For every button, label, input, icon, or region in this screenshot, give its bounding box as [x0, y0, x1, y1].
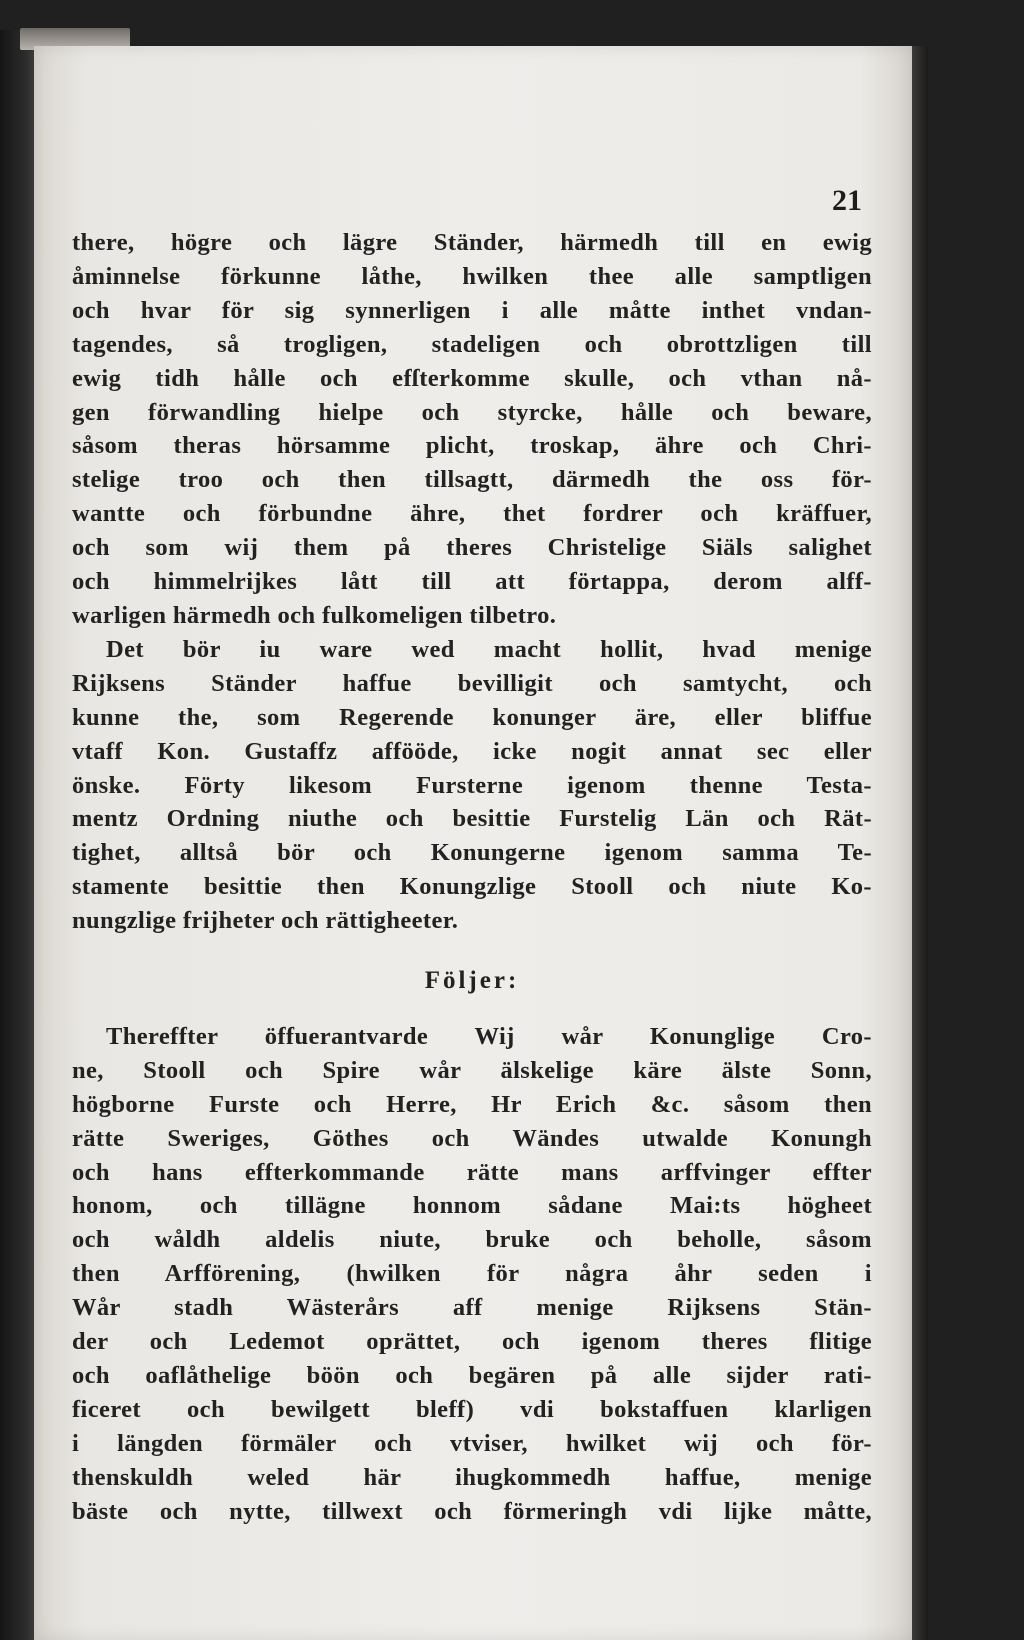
page-number: 21 [832, 184, 862, 217]
text-line: gen förwandling hielpe och styrcke, hålle och beware, [72, 398, 872, 426]
text-line: i längden förmäler och vtviser, hwilket wij och för- [72, 1429, 872, 1457]
scan-left-edge [0, 30, 34, 1640]
text-line: nungzlige frijheter och rättigheeter. [72, 907, 459, 935]
paragraph-1 [72, 226, 872, 633]
text-line: kunne the, som Regerende konunger äre, eller bliffue [72, 703, 872, 731]
text-line: och hans effterkommande rätte mans arffvinger effter [72, 1158, 872, 1186]
text-line: och hvar för sig synnerligen i alle måtte inthet vndan- [72, 296, 872, 324]
text-line: åminnelse förkunne låthe, hwilken thee alle samptligen [72, 262, 872, 290]
text-line: högborne Furste och Herre, Hr Erich &c. såsom then [72, 1090, 872, 1118]
text-line: ficeret och bewilgett bleff) vdi bokstaffuen klarligen [72, 1395, 872, 1423]
text-line: önske. Förty likesom Fursterne igenom thenne Testa- [72, 771, 872, 799]
text-line: och wåldh aldelis niute, bruke och beholle, såsom [72, 1226, 872, 1254]
text-line: såsom theras hörsamme plicht, troskap, ähre och Chri- [72, 432, 872, 460]
book-page [34, 46, 912, 1640]
text-line: rätte Sweriges, Göthes och Wändes utwalde Konungh [72, 1124, 872, 1152]
text-line: Wår stadh Wästerårs aff menige Rijksens Stän- [72, 1294, 872, 1322]
page-text [72, 226, 872, 1529]
paragraph-3 [72, 1020, 872, 1529]
text-line: warligen härmedh och fulkomeligen tilbetro. [72, 601, 557, 629]
text-line: thenskuldh weled här ihugkommedh haffue, menige [72, 1463, 872, 1491]
text-line: ewig tidh hålle och efſterkomme skulle, och vthan nå- [72, 364, 872, 392]
text-line: stamente besittie then Konungzlige Stooll och niute Ko- [72, 873, 872, 901]
text-line: wantte och förbundne ähre, thet fordrer och kräffuer, [72, 500, 872, 528]
text-line: then Arfförening, (hwilken för några åhr seden i [72, 1260, 872, 1288]
text-line: och som wij them på theres Christelige Siäls salighet [72, 534, 872, 562]
section-heading: Följer: [424, 967, 520, 995]
text-line: tagendes, så trogligen, stadeligen och obrottzligen till [72, 330, 872, 358]
paragraph-2 [72, 633, 872, 938]
text-line: vtaff Kon. Gustaffz affööde, icke nogit annat sec eller [72, 737, 872, 765]
text-line: stelige troo och then tillsagtt, därmedh the oss för- [72, 466, 872, 494]
text-line: there, högre och lägre Ständer, härmedh till en ewig [72, 229, 872, 256]
text-line: mentz Ordning niuthe och besittie Furstelig Län och Rät- [72, 805, 872, 833]
text-line: honom, och tillägne honnom sådane Mai:ts högheet [72, 1192, 872, 1220]
text-line: ne, Stooll och Spire wår älskelige käre älste Sonn, [72, 1056, 872, 1084]
text-line: Det bör iu ware wed macht hollit, hvad menige [106, 635, 872, 663]
text-line: tighet, alltså bör och Konungerne igenom samma Te- [72, 839, 872, 867]
page-gutter-shadow [912, 46, 928, 1640]
text-line: och himmelrijkes lått till att förtappa, derom alff- [72, 568, 872, 596]
text-line: Thereffter öffuerantvarde Wij wår Konunglige Cro- [106, 1022, 872, 1050]
text-line: och oaflåthelige böön och begären på alle sijder rati- [72, 1362, 872, 1389]
text-line: bäste och nytte, tillwext och förmeringh vdi lijke måtte, [72, 1497, 872, 1525]
text-line: Rijksens Ständer haffue bevilligit och samtycht, och [72, 669, 872, 697]
text-line: der och Ledemot oprättet, och igenom theres flitige [72, 1328, 872, 1356]
